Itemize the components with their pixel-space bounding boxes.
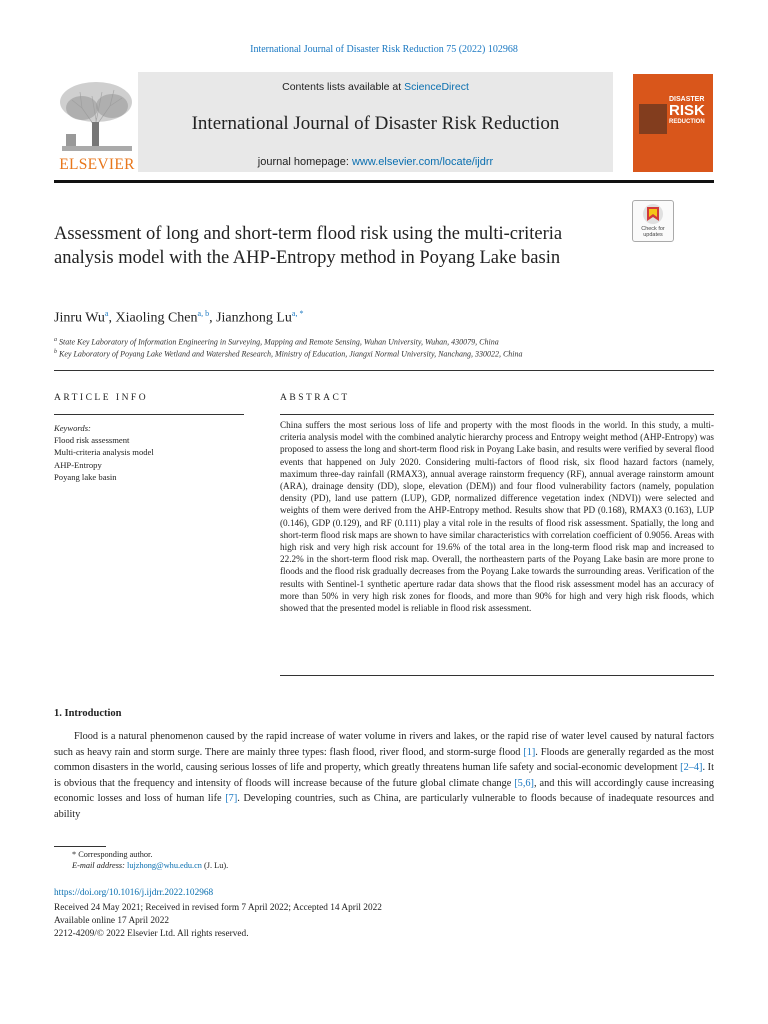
contents-line [138,81,613,93]
intro-text: . It is obvious that the frequency and intensity of floods will increase because of the future global climate change [54,762,714,789]
citation-link[interactable]: [5,6] [514,777,534,789]
affiliation-text: Key Laboratory of Poyang Lake Wetland and Watershed Research, Ministry of Education, Jiangxi Normal University, Nanchang, 330022, China [59,349,523,359]
citation-link[interactable]: [1] [523,746,536,758]
journal-homepage [138,156,613,168]
affiliation-mark: b [54,349,57,355]
article-info-rule [54,414,244,415]
email-label: E-mail address: [72,861,125,870]
keyword-item: Flood risk assessment [54,435,130,446]
abstract-text: China suffers the most serious loss of life and property with the most floods in the world. In this study, a multi-criteria analysis model with the combined analytic hierarchy process and Entropy weight method (AHP-Entropy) was proposed to assess the long and short-term flood risk in Poyang Lake basin, and results were verified by several flood events that happened on July 2020. Considering multi-factors of flood risk, six flood hazard factors (namely, maximum three-day rainfall (RMAX3), annual average rainstorm frequency (RF), annual average rainstorm amount (ARA), drainage density (DD), slope, elevation (DEM)) and four flood vulnerability factors (namely, population density (PD), land use pattern (LUP), GDP, normalized difference vegetation index (NDVI)) were selected and weights of them were derived from the AHP-Entropy method. Results show that PD (0.168), RMAX3 (0.163), LUP (0.146), GDP (0.129), and RF (0.111) play a vital role in the results of flood risk assessment. Spatially, the long and short-term flood risk maps are shown to have similar characteristics with correlation coefficient of 0.9056. Areas with high risk and very high risk account for 19.6% of the total area in the long-term flood risk map and increased to 22.2% in the short-term flood risk map. Overall, the northeastern parts of the Poyang Lake basin are more prone to floods and the flood risk gradually decreases from the Poyang Lake towards the surrounding areas. Verification of the results with Sentinel-1 synthetic aperture radar data shows that the flood risk assessment model has an accuracy of more than 50% in very high risk zones for floods, and more than 90% for high and very high risk floods, which showed that the presented model is reliable in flood risk assessment. [280,420,714,614]
cover-image [639,104,667,134]
affiliation-text: State Key Laboratory of Information Engineering in Surveying, Mapping and Remote Sensing, Wuhan University, Wuhan, 430079, China [59,337,499,347]
doi-link[interactable]: https://doi.org/10.1016/j.ijdrr.2022.102968 [54,888,214,898]
author-separator: , [209,310,217,326]
intro-text: . Developing countries, such as China, are particularly vulnerable to floods because of inadequate resources and ability [54,793,714,820]
abstract-rule [280,414,714,415]
journal-cover[interactable] [633,74,713,172]
intro-paragraph [54,729,714,823]
author-name[interactable]: Xiaoling Chen [115,310,198,326]
affiliation-a [54,337,499,347]
sciencedirect-link[interactable]: ScienceDirect [404,81,469,93]
cover-title [669,96,705,126]
abstract-heading: ABSTRACT [280,393,350,403]
cover-line-2: RISK [669,102,705,119]
author-affil-mark[interactable]: a, b [197,309,210,318]
keyword-item: AHP-Entropy [54,459,102,470]
journal-name: International Journal of Disaster Risk Reduction [191,113,560,134]
keyword-item: Multi-criteria analysis model [54,447,154,458]
corresponding-author-note [72,850,152,859]
affiliation-b [54,349,523,359]
header-rule [54,180,714,183]
intro-text: , and this will accordingly cause increasing economic losses and loss of human life [54,777,714,805]
author-name[interactable]: Jinru Wu [54,310,105,326]
author-name[interactable]: Jianzhong Lu [216,310,292,326]
bookmark-icon [633,201,673,227]
journal-reference[interactable]: International Journal of Disaster Risk Reduction 75 (2022) 102968 [250,44,518,55]
affiliation-mark: a [54,337,57,343]
homepage-link[interactable]: www.elsevier.com/locate/ijdrr [351,156,494,168]
author-list [54,309,303,327]
cover-line-3: REDUCTION [669,119,705,125]
corresponding-label: Corresponding author. [78,850,153,859]
article-title: Assessment of long and short-term flood risk using the multi-criteria analysis model with the AHP-Entropy method in Poyang Lake basin [54,224,563,268]
keywords-block [54,422,244,483]
email-link[interactable]: lujzhong@whu.edu.cn [127,861,202,870]
section-rule [54,370,714,371]
author-separator: , [108,310,116,326]
contents-prefix: Contents lists available at [282,81,405,93]
article-info-heading: ARTICLE INFO [54,393,149,403]
check-updates-label: Check for updates [641,226,665,238]
citation-link[interactable]: [7] [225,793,238,805]
intro-text: Flood is a natural phenomenon caused by the rapid increase of water volume in rivers and lakes, or the rapid rise of water level caused by natural factors such as heavy rain and storm surge. There are mainly three types: flash flood, river flood, and storm-surge flood [54,731,714,758]
received-dates: Received 24 May 2021; Received in revised form 7 April 2022; Accepted 14 April 2022 [54,903,382,913]
check-for-updates-badge[interactable] [632,200,674,242]
section-heading-introduction: 1. Introduction [54,708,122,719]
footnote-rule [54,846,106,847]
copyright: 2212-4209/© 2022 Elsevier Ltd. All rights reserved. [54,929,249,939]
keyword-item: Poyang lake basin [54,471,117,482]
cover-line-1: DISASTER [669,96,705,103]
available-online: Available online 17 April 2022 [54,916,169,926]
keywords-label: Keywords: [54,423,91,433]
author-affil-mark[interactable]: a [104,309,109,318]
intro-text: . Floods are generally regarded as the most common disasters in the world, causing serious losses of life and property, which greatly threatens human life safety and social-economic development [54,746,714,774]
author-affil-mark[interactable]: a, * [291,309,304,318]
abstract-bottom-rule [280,675,714,676]
elsevier-logo[interactable] [52,78,142,176]
email-suffix: (J. Lu). [201,861,229,870]
publisher-name: ELSEVIER [59,156,135,173]
footnote-star: * [72,850,77,859]
homepage-prefix: journal homepage: [257,156,352,168]
email-note [72,861,228,870]
citation-link[interactable]: [2–4] [680,762,703,774]
